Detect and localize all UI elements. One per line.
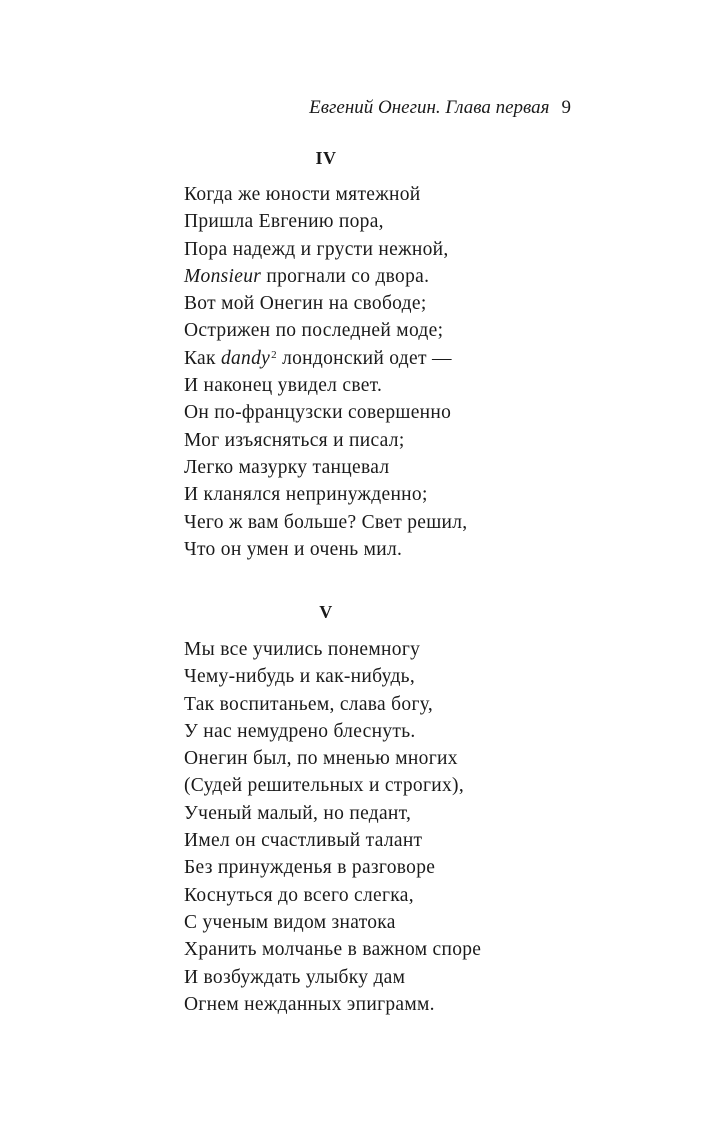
verse-text: Легко мазурку танцевал <box>184 456 390 478</box>
footnote-marker: 2 <box>271 348 277 361</box>
stanza-number: V <box>319 602 333 622</box>
verse-text: И наконец увидел свет. <box>184 375 383 397</box>
verse-text: С ученым видом знатока <box>184 911 396 933</box>
verse-text: Когда же юности мятежной <box>184 184 421 205</box>
verse-line <box>184 909 664 936</box>
stanza <box>184 181 664 563</box>
verse-line <box>184 936 664 963</box>
verse-text: Мог изъясняться и писал; <box>184 429 405 451</box>
verse-text: Имел он счастливый талант <box>184 830 423 852</box>
page-number: 9 <box>561 97 571 118</box>
verse-text: лондонский одет — <box>276 347 452 369</box>
verse-line <box>184 800 664 827</box>
stanza <box>184 636 664 1018</box>
verse-text: Он по-французски совершенно <box>184 402 452 424</box>
verse-line <box>184 536 664 563</box>
verse-line <box>184 427 664 454</box>
verse-line <box>184 882 664 909</box>
verse-line <box>184 509 664 536</box>
chapter-title: Евгений Онегин. Глава первая <box>309 97 550 118</box>
verse-text: Чего ж вам больше? Свет решил, <box>184 511 468 533</box>
verse-text: Онегин был, по мненью многих <box>184 748 458 770</box>
verse-text: Коснуться до всего слегка, <box>184 884 414 906</box>
verse-line <box>184 317 664 344</box>
foreign-word: Monsieur <box>184 265 262 287</box>
verse-line <box>184 454 664 481</box>
verse-line <box>184 718 664 745</box>
verse-line <box>184 481 664 508</box>
foreign-word: dandy <box>220 347 271 369</box>
verse-text: Мы все учились понемногу <box>184 639 421 660</box>
verse-line <box>184 290 664 317</box>
verse-line <box>184 263 664 290</box>
verse-text: Хранить молчанье в важном споре <box>184 939 482 961</box>
verse-text: Пора надежд и грусти нежной, <box>184 238 449 260</box>
verse-line <box>184 236 664 263</box>
verse-line <box>184 964 664 991</box>
verse-text: Так воспитаньем, слава богу, <box>184 693 434 715</box>
verse-text: Чему-нибудь и как-нибудь, <box>184 666 416 688</box>
verse-text: Острижен по последней моде; <box>184 320 444 342</box>
verse-line <box>184 372 664 399</box>
verse-line <box>184 181 664 208</box>
verse-text: прогнали со двора. <box>261 265 430 287</box>
stanza-number: IV <box>315 148 337 168</box>
verse-text: Как <box>184 347 221 369</box>
verse-line <box>184 691 664 718</box>
verse-line <box>184 345 664 372</box>
verse-line <box>184 745 664 772</box>
verse-text: У нас немудрено блеснуть. <box>184 720 416 742</box>
verse-text: Что он умен и очень мил. <box>184 538 403 560</box>
verse-text: И возбуждать улыбку дам <box>184 966 406 988</box>
verse-line <box>184 663 664 690</box>
verse-text: Ученый малый, но педант, <box>184 802 412 824</box>
running-head <box>0 96 571 120</box>
verse-line <box>184 399 664 426</box>
verse-text: И кланялся непринужденно; <box>184 484 428 506</box>
verse-line <box>184 208 664 235</box>
verse-line <box>184 636 664 663</box>
verse-text: Вот мой Онегин на свободе; <box>184 293 427 315</box>
verse-line <box>184 991 664 1018</box>
verse-text: Огнем нежданных эпиграмм. <box>184 993 435 1015</box>
verse-line <box>184 854 664 881</box>
verse-text: (Судей решительных и строгих), <box>184 775 465 797</box>
verse-line <box>184 772 664 799</box>
verse-line <box>184 827 664 854</box>
verse-text: Пришла Евгению пора, <box>184 211 384 233</box>
verse-text: Без принужденья в разговоре <box>184 857 436 879</box>
